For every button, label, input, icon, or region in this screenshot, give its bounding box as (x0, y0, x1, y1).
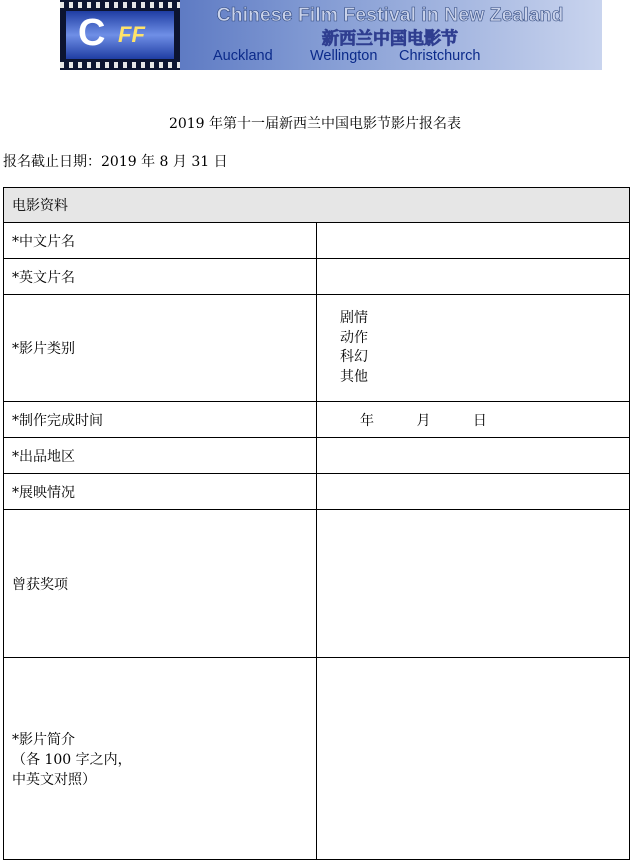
genre-option-scifi[interactable]: 科幻 (340, 349, 368, 365)
row-genre (4, 295, 630, 402)
label-chinese-title: *中文片名 (4, 223, 317, 259)
row-screening (4, 474, 630, 510)
city-wellington: Wellington (310, 48, 378, 64)
row-synopsis (4, 658, 630, 860)
input-synopsis[interactable] (317, 658, 630, 860)
row-completion-time (4, 402, 630, 438)
date-month-unit: 月 (416, 412, 431, 429)
genre-options-cell (317, 295, 630, 402)
synopsis-label: *影片简介 (12, 731, 75, 748)
label-awards: 曾获奖项 (4, 510, 317, 658)
genre-option-action[interactable]: 动作 (340, 329, 368, 346)
input-region[interactable] (317, 438, 630, 474)
row-english-title (4, 259, 630, 295)
logo-letter-c: C (78, 12, 104, 54)
synopsis-note-line2: 中英文对照） (12, 771, 96, 788)
label-english-title: *英文片名 (4, 259, 317, 295)
label-screening: *展映情况 (4, 474, 317, 510)
cff-logo (60, 0, 180, 70)
date-year-unit: 年 (360, 412, 374, 429)
section-header-row (4, 188, 630, 223)
logo-letters-ff: FF (118, 22, 145, 47)
label-synopsis (4, 658, 317, 860)
label-completion-time: *制作完成时间 (4, 402, 317, 438)
deadline-text: 报名截止日期：2019 年 8 月 31 日 (3, 154, 228, 170)
section-header: 电影资料 (4, 188, 630, 223)
form-title: 2019 年第十一届新西兰中国电影节影片报名表 (168, 116, 462, 132)
label-region: *出品地区 (4, 438, 317, 474)
festival-title-cn: 新西兰中国电影节 (322, 29, 458, 49)
date-day-unit: 日 (472, 412, 487, 429)
festival-banner (60, 0, 602, 70)
row-awards (4, 510, 630, 658)
row-chinese-title (4, 223, 630, 259)
festival-title-en: Chinese Film Festival in New Zealand (216, 4, 564, 26)
row-region (4, 438, 630, 474)
input-english-title[interactable] (317, 259, 630, 295)
synopsis-note-line1: （各 100 字之内， (12, 751, 132, 768)
genre-option-drama[interactable]: 剧情 (340, 310, 368, 326)
film-info-table (3, 187, 630, 860)
film-strip-holes (60, 62, 180, 68)
city-christchurch: Christchurch (399, 48, 481, 64)
input-screening[interactable] (317, 474, 630, 510)
city-auckland: Auckland (213, 48, 273, 64)
genre-option-other[interactable]: 其他 (340, 368, 368, 385)
film-strip-holes (60, 2, 180, 8)
input-completion-date[interactable] (317, 402, 630, 438)
label-genre: *影片类别 (4, 295, 317, 402)
input-awards[interactable] (317, 510, 630, 658)
input-chinese-title[interactable] (317, 223, 630, 259)
